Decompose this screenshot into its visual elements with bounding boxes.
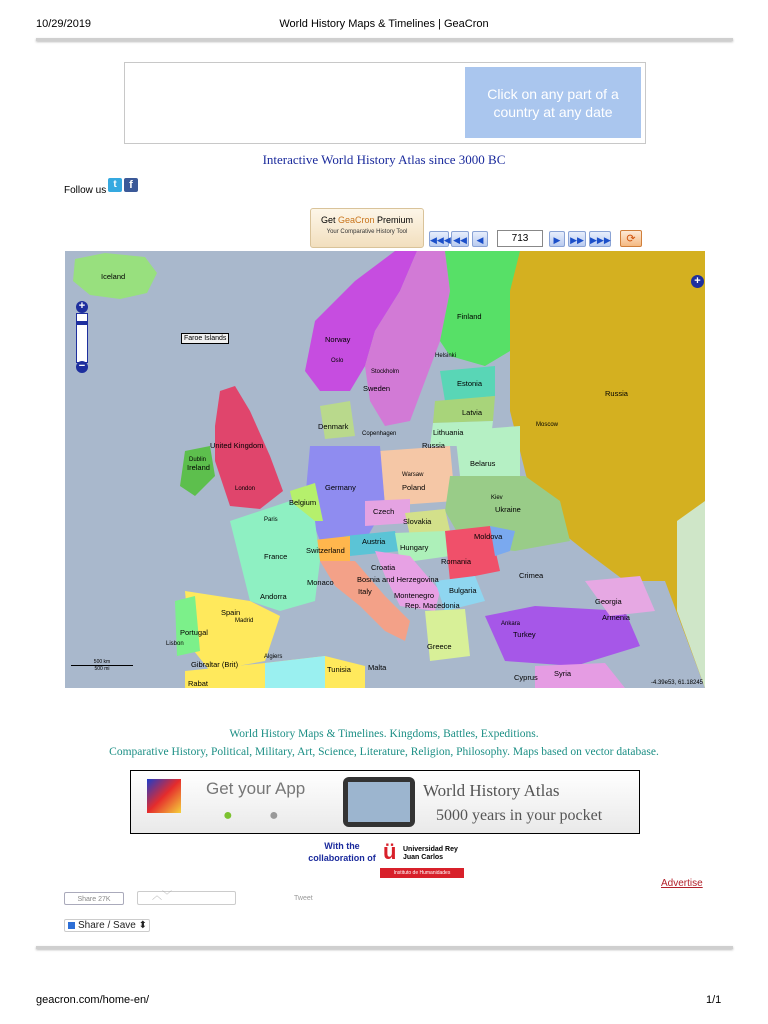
label-switzerland: Switzerland [306,546,345,555]
label-germany: Germany [325,483,356,492]
premium-cron: Cron [355,215,375,225]
app-banner[interactable] [130,770,640,834]
label-bosnia: Bosnia and Herzegovina [357,575,439,584]
urjc-logo-icon: ü [383,839,397,864]
city-london: London [235,486,256,492]
label-united-kingdom: United Kingdom [210,441,264,450]
app-title: World History Atlas [423,781,560,800]
app-subtitle: 5000 years in your pocket [436,807,603,824]
refresh-icon[interactable]: ⟳ [620,230,642,247]
label-slovakia: Slovakia [403,517,432,526]
share-icon [68,922,75,929]
forward-button[interactable]: ▶▶ [568,231,586,247]
label-croatia: Croatia [371,563,396,572]
finland-shape [440,251,520,366]
faroe-islands-label: Faroe Islands [181,333,229,344]
label-iceland: Iceland [101,272,126,281]
city-algiers: Algiers [264,654,283,660]
get-your-app-text: Get your App [206,779,306,798]
label-ireland: Ireland [187,463,210,472]
label-crimea: Crimea [519,571,544,580]
city-helsinki: Helsinki [435,353,457,359]
vote-chevron-icon: ︿﹀ [152,891,172,902]
print-url: geacron.com/home-en/ [36,994,150,1006]
step-forward-button[interactable]: ▶ [549,231,565,247]
scale-mi: 500 mi [94,666,110,672]
label-bulgaria: Bulgaria [449,586,477,595]
label-romania: Romania [441,557,472,566]
twitter-icon[interactable]: t [108,178,122,192]
label-cyprus: Cyprus [514,673,538,682]
city-warsaw: Warsaw [402,472,424,478]
label-russia: Russia [605,389,628,398]
rewind-fast-button[interactable]: ◀◀◀ [429,231,449,247]
map-scale [71,659,133,672]
label-malta: Malta [368,663,387,672]
rewind-button[interactable]: ◀◀ [451,231,469,247]
label-georgia: Georgia [595,597,622,606]
vote-widget[interactable] [137,891,236,905]
tablet-screen [348,782,410,822]
tablet-icon [343,777,415,827]
city-kiev: Kiev [491,495,503,501]
label-rabat: Rabat [188,679,209,688]
label-macedonia: Rep. Macedonia [405,601,460,610]
print-page-number: 1/1 [706,994,722,1006]
label-sweden: Sweden [363,384,391,393]
label-norway: Norway [325,335,351,344]
print-page-title: World History Maps & Timelines | GeaCron [279,18,489,30]
city-moscow: Moscow [536,422,559,428]
label-estonia: Estonia [457,379,483,388]
label-denmark: Denmark [318,422,349,431]
top-divider [36,38,733,41]
label-lithuania: Lithuania [433,428,464,437]
university-name: Universidad Rey Juan Carlos [403,846,458,861]
bottom-divider [36,946,733,949]
premium-word: Premium [377,215,414,225]
android-icon: ● [223,807,233,824]
advertise-link[interactable]: Advertise [661,878,703,889]
get-premium-button[interactable] [310,208,424,248]
share-dropdown-icon: ⬍ [138,920,147,931]
label-armenia: Armenia [602,613,630,622]
label-belgium: Belgium [289,498,317,507]
label-austria: Austria [362,537,386,546]
step-back-button[interactable]: ◀ [472,231,488,247]
app-logo-icon [147,779,181,813]
label-moldova: Moldova [474,532,503,541]
label-syria: Syria [554,669,572,678]
apple-icon: ● [269,807,279,824]
label-italy: Italy [358,587,372,596]
label-czech: Czech [373,507,395,516]
label-turkey: Turkey [513,630,536,639]
follow-us-label: Follow us [64,185,107,196]
label-poland: Poland [402,483,426,492]
zoom-out-icon[interactable]: − [76,361,88,373]
label-spain: Spain [221,608,241,617]
premium-gea: Gea [337,215,355,225]
label-gibraltar: Gibraltar (Brit) [191,660,239,669]
label-ukraine: Ukraine [495,505,521,514]
map-coordinates: -4.39e53, 61.18245 [650,680,703,686]
history-map[interactable] [65,251,705,688]
city-stockholm: Stockholm [371,369,400,375]
description-line-2: Comparative History, Political, Military, Art, Science, Literature, Religion, Philosophy. Maps based on vector database. [109,746,659,758]
forward-fast-button[interactable]: ▶▶▶ [589,231,611,247]
zoom-in-icon[interactable]: + [76,301,88,313]
premium-get: Get [320,215,336,225]
label-hungary: Hungary [400,543,429,552]
label-belarus: Belarus [470,459,496,468]
city-copenhagen: Copenhagen [362,431,397,437]
collaboration-text: With the collaboration of [308,841,376,863]
label-greece: Greece [427,642,452,651]
label-portugal: Portugal [180,628,208,637]
label-andorra: Andorra [260,592,287,601]
label-tunisia: Tunisia [327,665,351,674]
institute-name: Instituto de Humanidades [380,868,464,878]
label-russia-kaliningrad: Russia [422,441,445,450]
label-monaco: Monaco [307,578,334,587]
year-input[interactable] [497,230,543,247]
label-france: France [264,552,288,561]
city-paris: Paris [264,517,278,523]
scale-km: 500 km [71,659,133,666]
description-line-1: World History Maps & Timelines. Kingdoms, Battles, Expeditions. [229,728,539,740]
ad-click-panel[interactable]: Click on any part of a country at any date [465,67,641,138]
label-finland: Finland [457,312,482,321]
city-lisbon: Lisbon [166,641,184,647]
share-save-button[interactable] [64,919,150,932]
facebook-icon[interactable]: f [124,178,138,192]
city-dublin: Dublin [189,457,207,463]
share-save-label: Share / Save [78,920,136,931]
expand-icon[interactable]: + [691,275,704,288]
label-latvia: Latvia [462,408,483,417]
tweet-button[interactable]: Tweet [294,895,313,902]
share-count-button[interactable]: Share 27K [64,892,124,905]
premium-subtitle: Your Comparative History Tool [326,229,408,235]
map-shapes [65,251,705,688]
city-ankara: Ankara [501,621,521,627]
zoom-slider-handle[interactable] [76,321,88,325]
print-date: 10/29/2019 [36,18,92,30]
site-tagline: Interactive World History Atlas since 3000 BC [262,152,506,167]
label-montenegro: Montenegro [394,591,435,600]
city-madrid: Madrid [235,618,254,624]
city-oslo: Oslo [331,358,344,364]
